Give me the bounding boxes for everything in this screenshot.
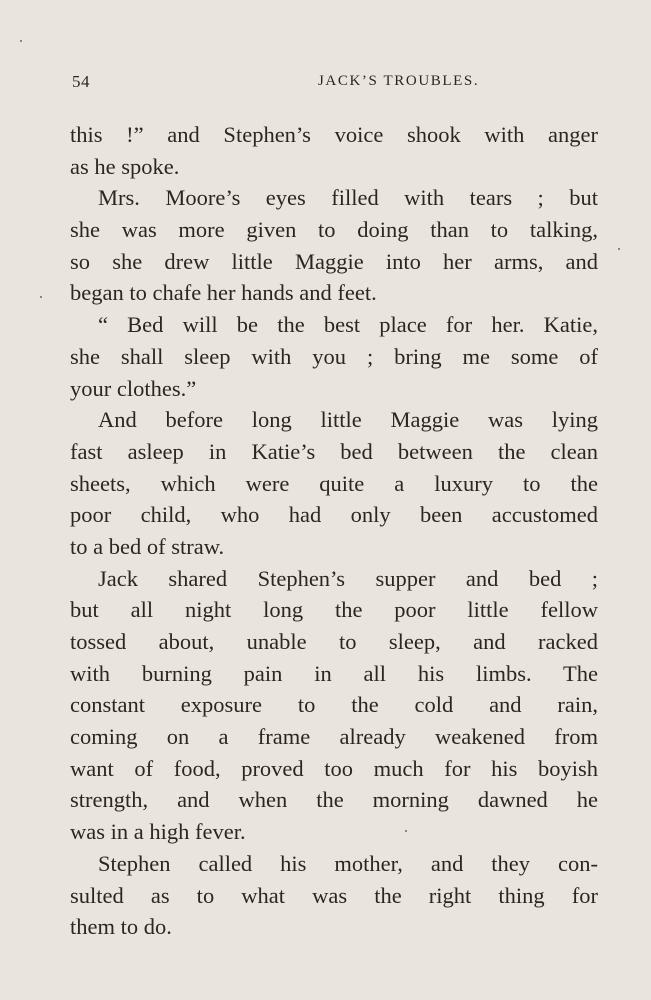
text-line: poor child, who had only been accustomed: [70, 502, 598, 528]
text-line: Mrs. Moore’s eyes filled with tears ; but: [98, 185, 598, 211]
text-line: this !” and Stephen’s voice shook with anger: [70, 122, 598, 147]
paper-speck: [40, 296, 42, 298]
text-line: Jack shared Stephen’s supper and bed ;: [98, 565, 598, 591]
text-line: fast asleep in Katie’s bed between the clean: [70, 438, 598, 464]
text-line: she was more given to doing than to talking,: [70, 217, 598, 243]
page-number: 54: [72, 72, 90, 91]
text-line: your clothes.”: [70, 375, 197, 401]
text-line: began to chafe her hands and feet.: [70, 280, 377, 306]
text-line: with burning pain in all his limbs. The: [70, 660, 598, 686]
text-line: “ Bed will be the best place for her. Katie,: [98, 312, 598, 338]
body-text: [70, 119, 598, 943]
paper-speck: [20, 40, 22, 42]
text-line: so she drew little Maggie into her arms, and: [70, 248, 598, 274]
text-line: want of food, proved too much for his boyish: [70, 755, 598, 781]
text-line: And before long little Maggie was lying: [98, 407, 598, 433]
text-line: coming on a frame already weakened from: [70, 724, 598, 750]
text-line: sulted as to what was the right thing for: [70, 882, 598, 908]
page-header: [70, 72, 600, 102]
paper-speck: [405, 830, 407, 832]
text-line: Stephen called his mother, and they con-: [98, 850, 598, 876]
text-line: but all night long the poor little fellow: [70, 597, 598, 623]
text-line: sheets, which were quite a luxury to the: [70, 470, 598, 496]
text-line: as he spoke.: [70, 153, 180, 179]
text-line: was in a high fever.: [70, 819, 246, 845]
text-line: she shall sleep with you ; bring me some of: [70, 343, 598, 369]
running-head: JACK’S TROUBLES.: [318, 73, 480, 89]
text-line: strength, and when the morning dawned he: [70, 787, 598, 813]
text-line: tossed about, unable to sleep, and racked: [70, 629, 598, 654]
paper-speck: [618, 248, 620, 250]
text-line: constant exposure to the cold and rain,: [70, 692, 598, 718]
text-line: them to do.: [70, 914, 172, 940]
text-line: to a bed of straw.: [70, 533, 225, 559]
